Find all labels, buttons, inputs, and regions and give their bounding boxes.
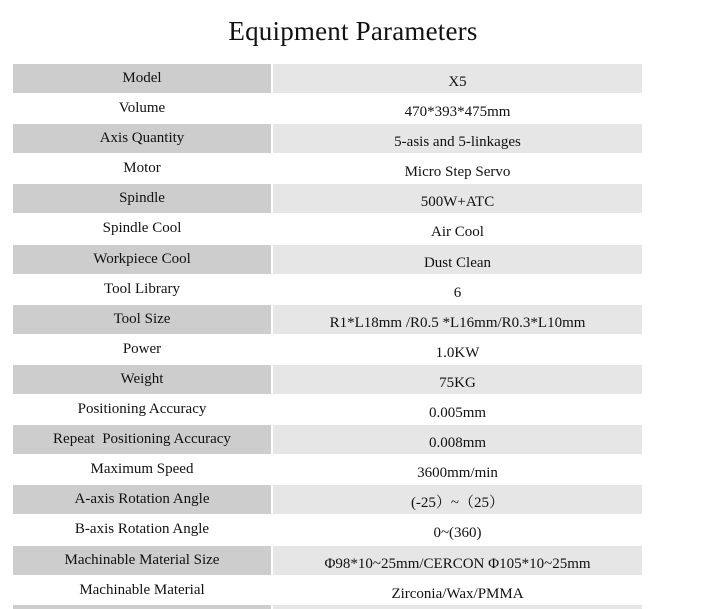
row-label: Power	[122, 340, 162, 357]
row-value: Micro Step Servo	[404, 164, 511, 181]
table-row-model	[13, 64, 642, 94]
row-value: 0.005mm	[428, 405, 487, 422]
table-bottom-edge-right	[273, 605, 642, 609]
table-row-machinable-material-size	[13, 546, 642, 576]
table-row-power	[13, 335, 642, 365]
table-row-workpiece-cool	[13, 245, 642, 275]
row-label: Maximum Speed	[90, 461, 194, 478]
table-bottom-edge	[13, 605, 642, 609]
row-label: Workpiece Cool	[13, 245, 271, 274]
row-value: 75KG	[273, 365, 642, 394]
table-row-tool-size	[13, 305, 642, 335]
row-label: B-axis Rotation Angle	[74, 521, 210, 538]
row-value: 3600mm/min	[417, 465, 498, 482]
row-value: Φ98*10~25mm/CERCON Φ105*10~25mm	[273, 546, 642, 575]
table-row-b-axis-rotation-angle	[13, 515, 642, 545]
row-value: (-25）~（25）	[273, 485, 642, 514]
table-row-repeat-positioning-accuracy	[13, 425, 642, 455]
row-value: 0.008mm	[273, 425, 642, 454]
row-label: Tool Library	[103, 280, 180, 297]
row-label: Model	[13, 64, 271, 93]
row-label: Machinable Material	[79, 581, 205, 598]
table-row-volume	[13, 94, 642, 124]
row-label: Volume	[118, 100, 166, 117]
row-value: Air Cool	[431, 224, 484, 241]
table-row-machinable-material	[13, 576, 642, 606]
row-label: Tool Size	[13, 305, 271, 334]
table-row-spindle	[13, 184, 642, 214]
table-row-motor	[13, 154, 642, 184]
row-label: Machinable Material Size	[13, 546, 271, 575]
row-label: A-axis Rotation Angle	[13, 485, 271, 514]
row-label: Positioning Accuracy	[77, 401, 207, 418]
table-row-positioning-accuracy	[13, 395, 642, 425]
row-value: 470*393*475mm	[404, 104, 511, 121]
row-label: Motor	[123, 160, 161, 177]
table-row-spindle-cool	[13, 214, 642, 244]
table-row-maximum-speed	[13, 455, 642, 485]
parameters-table	[13, 64, 642, 606]
row-value: R1*L18mm /R0.5 *L16mm/R0.3*L10mm	[273, 305, 642, 334]
table-row-weight	[13, 365, 642, 395]
row-label: Axis Quantity	[13, 124, 271, 153]
row-value: 5-asis and 5-linkages	[273, 124, 642, 153]
table-row-a-axis-rotation-angle	[13, 485, 642, 515]
row-value: 6	[453, 284, 462, 301]
page-title: Equipment Parameters	[228, 16, 478, 46]
row-label: Spindle Cool	[102, 220, 182, 237]
row-value: 500W+ATC	[273, 184, 642, 213]
row-value: Zirconia/Wax/PMMA	[391, 585, 524, 602]
table-row-tool-library	[13, 275, 642, 305]
row-label: Repeat Positioning Accuracy	[13, 425, 271, 454]
row-value: Dust Clean	[273, 245, 642, 274]
row-label: Spindle	[13, 184, 271, 213]
table-row-axis-quantity	[13, 124, 642, 154]
table-bottom-edge-left	[13, 605, 271, 609]
row-label: Weight	[13, 365, 271, 394]
row-value: X5	[273, 64, 642, 93]
row-value: 1.0KW	[435, 344, 480, 361]
row-value: 0~(360)	[433, 525, 482, 542]
